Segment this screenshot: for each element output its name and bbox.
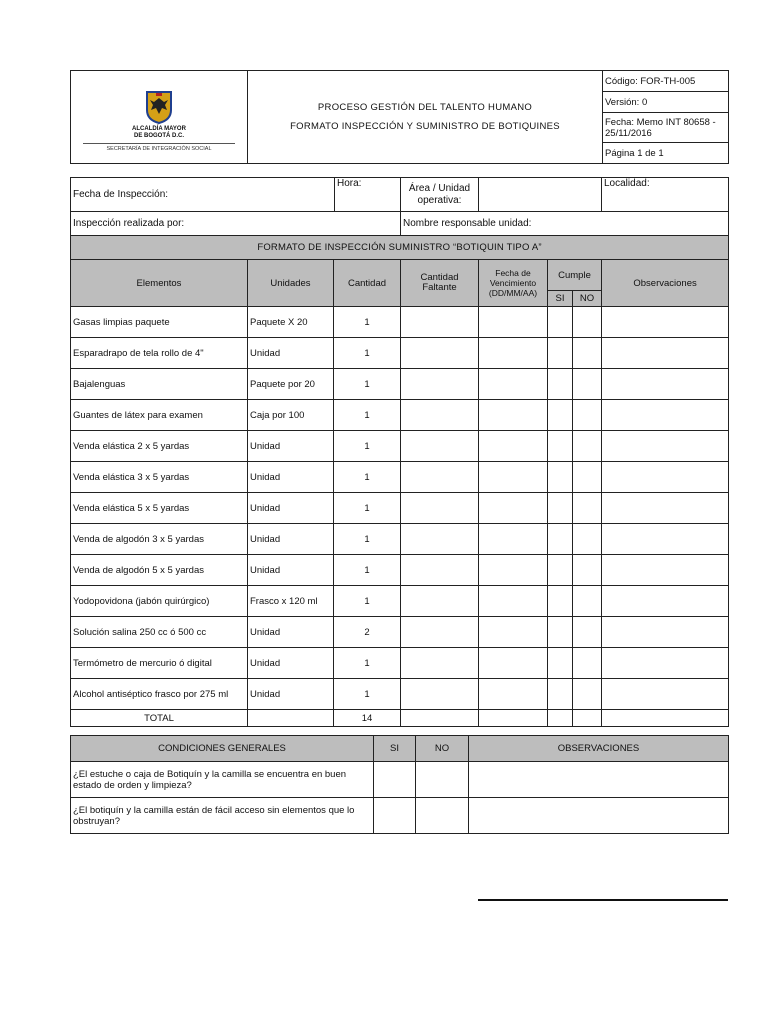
item-vencimiento-cell[interactable] (479, 338, 548, 369)
cond-no-cell[interactable] (416, 762, 469, 798)
format-title: FORMATO INSPECCIÓN Y SUMINISTRO DE BOTIQUINES (290, 121, 560, 132)
item-faltante-cell[interactable] (401, 679, 479, 710)
table-band-title: FORMATO DE INSPECCIÓN SUMINISTRO “BOTIQUIN TIPO A” (71, 236, 729, 260)
item-no-cell[interactable] (573, 307, 602, 338)
conditions-table (70, 735, 729, 834)
item-unidad: Unidad (248, 493, 334, 524)
item-cantidad: 2 (334, 617, 401, 648)
table-row (71, 524, 729, 555)
item-vencimiento-cell[interactable] (479, 307, 548, 338)
item-vencimiento-cell[interactable] (479, 524, 548, 555)
logo-line-1: ALCALDÍA MAYOR (132, 126, 186, 132)
item-faltante-cell[interactable] (401, 555, 479, 586)
table-row (71, 586, 729, 617)
item-vencimiento-cell[interactable] (479, 431, 548, 462)
item-faltante-cell[interactable] (401, 586, 479, 617)
item-cantidad: 1 (334, 555, 401, 586)
cond-obs-cell[interactable] (469, 798, 729, 834)
table-row (71, 648, 729, 679)
col-cantidad: Cantidad (334, 260, 401, 307)
total-empty (248, 710, 334, 727)
item-cantidad: 1 (334, 338, 401, 369)
table-row (71, 369, 729, 400)
item-faltante-cell[interactable] (401, 524, 479, 555)
item-elemento: Yodopovidona (jabón quirúrgico) (71, 586, 248, 617)
item-elemento: Bajalenguas (71, 369, 248, 400)
table-row (71, 400, 729, 431)
item-elemento: Esparadrapo de tela rollo de 4" (71, 338, 248, 369)
item-si-cell[interactable] (548, 648, 573, 679)
table-row (71, 462, 729, 493)
process-title: PROCESO GESTIÓN DEL TALENTO HUMANO (317, 102, 533, 113)
fecha-inspeccion-label: Fecha de Inspección: (71, 178, 335, 212)
area-input[interactable] (479, 178, 602, 212)
item-vencimiento-cell[interactable] (479, 555, 548, 586)
responsable-label: Nombre responsable unidad: (401, 212, 729, 236)
item-observaciones-cell[interactable] (602, 307, 729, 338)
item-si-cell[interactable] (548, 462, 573, 493)
area-label: Área / Unidad operativa: (401, 178, 479, 212)
item-no-cell[interactable] (573, 617, 602, 648)
item-cantidad: 1 (334, 493, 401, 524)
item-observaciones-cell[interactable] (602, 648, 729, 679)
total-empty (573, 710, 602, 727)
item-observaciones-cell[interactable] (602, 400, 729, 431)
item-faltante-cell[interactable] (401, 338, 479, 369)
item-faltante-cell[interactable] (401, 617, 479, 648)
cond-no-header: NO (416, 736, 469, 762)
item-no-cell[interactable] (573, 462, 602, 493)
item-unidad: Unidad (248, 648, 334, 679)
total-empty (401, 710, 479, 727)
item-no-cell[interactable] (573, 648, 602, 679)
cond-question: ¿El estuche o caja de Botiquín y la camilla se encuentra en buen estado de orden y limpieza? (71, 762, 374, 798)
logo-cell (71, 71, 248, 164)
item-cantidad: 1 (334, 307, 401, 338)
cond-obs-cell[interactable] (469, 762, 729, 798)
item-elemento: Venda elástica 2 x 5 yardas (71, 431, 248, 462)
logo-line-2: DE BOGOTÁ D.C. (133, 133, 184, 139)
item-cantidad: 1 (334, 462, 401, 493)
item-observaciones-cell[interactable] (602, 431, 729, 462)
doc-page: Página 1 de 1 (603, 143, 729, 164)
total-empty (548, 710, 573, 727)
item-no-cell[interactable] (573, 524, 602, 555)
col-unidades: Unidades (248, 260, 334, 307)
item-no-cell[interactable] (573, 586, 602, 617)
item-no-cell[interactable] (573, 400, 602, 431)
item-si-cell[interactable] (548, 679, 573, 710)
item-si-cell[interactable] (548, 493, 573, 524)
item-elemento: Solución salina 250 cc ó 500 cc (71, 617, 248, 648)
cond-obs-header: OBSERVACIONES (469, 736, 729, 762)
item-cantidad: 1 (334, 431, 401, 462)
inspeccion-por-label: Inspección realizada por: (71, 212, 401, 236)
cond-no-cell[interactable] (416, 798, 469, 834)
total-empty (479, 710, 548, 727)
item-elemento: Venda de algodón 5 x 5 yardas (71, 555, 248, 586)
inspection-info (70, 177, 729, 236)
table-row (71, 617, 729, 648)
item-faltante-cell[interactable] (401, 400, 479, 431)
item-vencimiento-cell[interactable] (479, 648, 548, 679)
cond-question: ¿El botiquín y la camilla están de fácil acceso sin elementos que lo obstruyan? (71, 798, 374, 834)
item-si-cell[interactable] (548, 338, 573, 369)
item-observaciones-cell[interactable] (602, 462, 729, 493)
doc-code: Código: FOR-TH-005 (603, 71, 729, 92)
table-row (71, 493, 729, 524)
item-no-cell[interactable] (573, 369, 602, 400)
item-unidad: Frasco x 120 ml (248, 586, 334, 617)
localidad-label: Localidad: (602, 178, 729, 212)
item-observaciones-cell[interactable] (602, 617, 729, 648)
table-row (71, 307, 729, 338)
signature-line (478, 899, 728, 901)
item-vencimiento-cell[interactable] (479, 679, 548, 710)
doc-version: Versión: 0 (603, 92, 729, 113)
item-no-cell[interactable] (573, 555, 602, 586)
col-no: NO (573, 291, 602, 307)
item-elemento: Gasas limpias paquete (71, 307, 248, 338)
col-si: SI (548, 291, 573, 307)
item-cantidad: 1 (334, 586, 401, 617)
item-cantidad: 1 (334, 369, 401, 400)
item-vencimiento-cell[interactable] (479, 586, 548, 617)
total-empty (602, 710, 729, 727)
item-elemento: Guantes de látex para examen (71, 400, 248, 431)
table-row (71, 555, 729, 586)
item-no-cell[interactable] (573, 431, 602, 462)
item-unidad: Paquete X 20 (248, 307, 334, 338)
item-no-cell[interactable] (573, 338, 602, 369)
item-si-cell[interactable] (548, 431, 573, 462)
col-observaciones: Observaciones (602, 260, 729, 307)
item-si-cell[interactable] (548, 369, 573, 400)
item-faltante-cell[interactable] (401, 431, 479, 462)
item-cantidad: 1 (334, 648, 401, 679)
table-row (71, 431, 729, 462)
item-unidad: Unidad (248, 338, 334, 369)
document-header (70, 70, 729, 164)
item-faltante-cell[interactable] (401, 307, 479, 338)
item-si-cell[interactable] (548, 555, 573, 586)
col-elementos: Elementos (71, 260, 248, 307)
item-vencimiento-cell[interactable] (479, 400, 548, 431)
item-cantidad: 1 (334, 400, 401, 431)
item-vencimiento-cell[interactable] (479, 462, 548, 493)
item-si-cell[interactable] (548, 586, 573, 617)
item-cantidad: 1 (334, 679, 401, 710)
botiquin-table (70, 235, 729, 727)
cond-si-header: SI (374, 736, 416, 762)
item-unidad: Unidad (248, 431, 334, 462)
item-vencimiento-cell[interactable] (479, 617, 548, 648)
item-observaciones-cell[interactable] (602, 369, 729, 400)
item-si-cell[interactable] (548, 400, 573, 431)
hora-label: Hora: (335, 178, 401, 212)
item-cantidad: 1 (334, 524, 401, 555)
item-unidad: Unidad (248, 679, 334, 710)
item-elemento: Alcohol antiséptico frasco por 275 ml (71, 679, 248, 710)
logo-line-3: SECRETARÍA DE INTEGRACIÓN SOCIAL (83, 143, 235, 152)
item-rows (71, 307, 729, 710)
cond-si-cell[interactable] (374, 798, 416, 834)
item-observaciones-cell[interactable] (602, 338, 729, 369)
cond-si-cell[interactable] (374, 762, 416, 798)
item-faltante-cell[interactable] (401, 493, 479, 524)
table-row (71, 679, 729, 710)
bogota-coat-of-arms-icon (145, 90, 173, 124)
cond-header: CONDICIONES GENERALES (71, 736, 374, 762)
doc-date: Fecha: Memo INT 80658 - 25/11/2016 (603, 113, 729, 143)
item-unidad: Caja por 100 (248, 400, 334, 431)
item-observaciones-cell[interactable] (602, 679, 729, 710)
item-no-cell[interactable] (573, 679, 602, 710)
item-observaciones-cell[interactable] (602, 586, 729, 617)
item-no-cell[interactable] (573, 493, 602, 524)
item-unidad: Unidad (248, 555, 334, 586)
item-vencimiento-cell[interactable] (479, 369, 548, 400)
item-unidad: Paquete por 20 (248, 369, 334, 400)
item-elemento: Venda elástica 5 x 5 yardas (71, 493, 248, 524)
item-unidad: Unidad (248, 462, 334, 493)
total-value: 14 (334, 710, 401, 727)
item-unidad: Unidad (248, 524, 334, 555)
col-cumple: Cumple (548, 260, 602, 291)
item-elemento: Venda de algodón 3 x 5 yardas (71, 524, 248, 555)
item-si-cell[interactable] (548, 307, 573, 338)
item-observaciones-cell[interactable] (602, 524, 729, 555)
item-si-cell[interactable] (548, 524, 573, 555)
col-vencimiento: Fecha de Vencimiento (DD/MM/AA) (479, 260, 548, 307)
item-faltante-cell[interactable] (401, 462, 479, 493)
item-elemento: Termómetro de mercurio ó digital (71, 648, 248, 679)
item-unidad: Unidad (248, 617, 334, 648)
col-faltante: Cantidad Faltante (401, 260, 479, 307)
table-row (71, 338, 729, 369)
title-cell (248, 71, 603, 164)
item-faltante-cell[interactable] (401, 369, 479, 400)
item-faltante-cell[interactable] (401, 648, 479, 679)
item-observaciones-cell[interactable] (602, 493, 729, 524)
item-vencimiento-cell[interactable] (479, 493, 548, 524)
total-label: TOTAL (71, 710, 248, 727)
item-elemento: Venda elástica 3 x 5 yardas (71, 462, 248, 493)
item-observaciones-cell[interactable] (602, 555, 729, 586)
item-si-cell[interactable] (548, 617, 573, 648)
